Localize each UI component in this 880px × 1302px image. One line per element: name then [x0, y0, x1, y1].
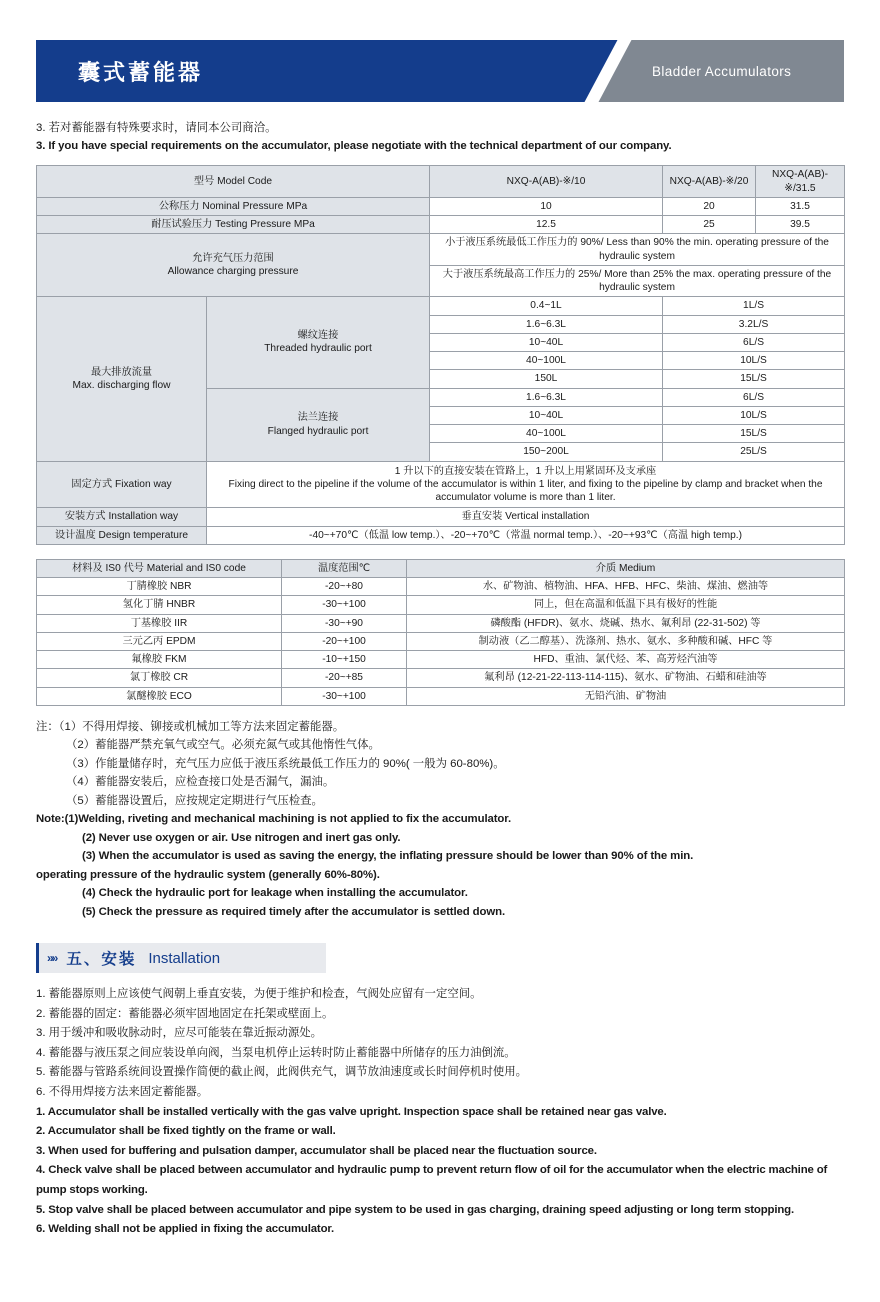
fixation-way-cn: 1 升以下的直接安装在管路上，1 升以上用紧固环及支承座	[394, 465, 657, 477]
table-row	[37, 461, 845, 508]
table-row	[37, 526, 845, 544]
discharging-flow-label-en: Max. discharging flow	[72, 379, 171, 391]
notes-cn-item-1: （1）不得用焊接、铆接或机械加工等方法来固定蓄能器。	[58, 720, 345, 733]
table-row	[37, 197, 845, 215]
threaded-flow-4: 10L/S	[663, 352, 845, 370]
intro-notes	[36, 120, 844, 155]
specification-table	[36, 165, 845, 545]
table-header-row	[37, 559, 845, 577]
installation-en-item-3: 3. When used for buffering and pulsation damper, accumulator shall be placed near the fluctuation source.	[36, 1144, 597, 1157]
intro-line-cn: 3. 若对蓄能器有特殊要求时，请同本公司商洽。	[36, 122, 277, 134]
installation-cn-item-5: 5. 蓄能器与管路系统间设置操作简便的截止阀，此阀供充气，调节放油速度或长时间停机时使用。	[36, 1066, 528, 1079]
notes-en-item-2: (2) Never use oxygen or air. Use nitrogen and inert gas only.	[82, 831, 401, 844]
threaded-volume-5: 150L	[430, 370, 663, 388]
flanged-flow-3: 15L/S	[663, 425, 845, 443]
installation-en-item-5: 5. Stop valve shall be placed between accumulator and pipe system to be used in gas charging, draining speed adjusting or long term stopping.	[36, 1203, 794, 1216]
testing-pressure-label: 耐压试验压力 Testing Pressure MPa	[37, 216, 430, 234]
table-row	[37, 166, 845, 198]
material-medium: 制动液（乙二醇基）、洗涤剂、热水、氨水、多种酸和碱、HFC 等	[407, 632, 845, 650]
installation-way-value: 垂直安装 Vertical installation	[207, 508, 845, 526]
flanged-volume-3: 40~100L	[430, 425, 663, 443]
flanged-volume-2: 10~40L	[430, 406, 663, 424]
material-medium: 水、矿物油、植物油、HFA、HFB、HFC、柴油、煤油、燃油等	[407, 578, 845, 596]
charging-range-label-en: Allowance charging pressure	[167, 266, 299, 278]
notes-en-item-3: (3) When the accumulator is used as saving the energy, the inflating pressure should be lower than 90% of the min.	[82, 850, 694, 863]
flanged-volume-1: 1.6~6.3L	[430, 388, 663, 406]
testing-pressure-2: 25	[663, 216, 756, 234]
notes-cn-item-5: （5）蓄能器设置后，应按规定定期进行气压检查。	[66, 794, 323, 807]
flanged-flow-2: 10L/S	[663, 406, 845, 424]
notes-en-item-4: (4) Check the hydraulic port for leakage when installing the accumulator.	[82, 887, 468, 900]
material-temp: -20~+100	[282, 632, 407, 650]
page-subtitle: Bladder Accumulators	[652, 63, 792, 79]
flanged-port-label-en: Flanged hydraulic port	[267, 425, 369, 437]
material-name: 氯丁橡胶 CR	[37, 669, 282, 687]
notes-cn-item-3: （3）作能量储存时，充气压力应低于液压系统最低工作压力的 90%( 一般为 60-80%)。	[66, 757, 505, 770]
discharging-flow-label	[37, 297, 207, 461]
notes-title-text: 注：	[36, 720, 59, 733]
installation-cn-item-2: 2. 蓄能器的固定：蓄能器必须牢固地固定在托架或壁面上。	[36, 1007, 334, 1020]
installation-cn-item-6: 6. 不得用焊接方法来固定蓄能器。	[36, 1086, 209, 1099]
installation-cn-item-1: 1. 蓄能器原则上应该使气阀朝上垂直安装，为便于维护和检查，气阀处应留有一定空间。	[36, 988, 482, 1000]
installation-cn-item-4: 4. 蓄能器与液压泵之间应装设单向阀，当泵电机停止运转时防止蓄能器中所储存的压力油倒流。	[36, 1046, 516, 1059]
fixation-way-en: Fixing direct to the pipeline if the volume of the accumulator is within 1 liter, and fixing to the pipeline by clamp and bracket when the accumulator volume is more than 1 liter.	[228, 478, 823, 504]
nominal-pressure-3: 31.5	[756, 197, 845, 215]
notes-en-item-5: (5) Check the pressure as required timely after the accumulator is settled down.	[82, 905, 506, 918]
notes-cn-item-4: （4）蓄能器安装后，应检查接口处是否漏气，漏油。	[66, 776, 335, 789]
material-table	[36, 559, 845, 706]
discharging-flow-label-cn: 最大排放流量	[90, 366, 153, 378]
section-heading-en: Installation	[148, 949, 221, 967]
material-header-medium: 介质 Medium	[407, 559, 845, 577]
threaded-volume-3: 10~40L	[430, 333, 663, 351]
table-row	[37, 632, 845, 650]
installation-cn-item-3: 3. 用于缓冲和吸收脉动时，应尽可能装在靠近振动源处。	[36, 1027, 323, 1040]
table-row	[37, 297, 845, 315]
charging-range-value-1: 小于液压系统最低工作压力的 90%/ Less than 90% the min. operating pressure of the hydraulic system	[430, 234, 845, 266]
section-heading-installation	[36, 943, 326, 973]
material-medium: 磷酸酯 (HFDR)、氨水、烧碱、热水、氟利昂 (22-31-502) 等	[407, 614, 845, 632]
threaded-volume-4: 40~100L	[430, 352, 663, 370]
notes-title	[36, 718, 844, 736]
installation-en-item-6: 6. Welding shall not be applied in fixing the accumulator.	[36, 1223, 335, 1236]
testing-pressure-1: 12.5	[430, 216, 663, 234]
design-temperature-value: -40~+70℃（低温 low temp.）、-20~+70℃（常温 normal temp.）、-20~+93℃（高温 high temp.)	[207, 526, 845, 544]
notes-cn-item-2: （2）蓄能器严禁充氧气或空气。必须充氮气或其他惰性气体。	[66, 739, 380, 752]
material-temp: -30~+100	[282, 687, 407, 705]
installation-list	[36, 985, 844, 1240]
table-row	[37, 651, 845, 669]
table-row	[37, 508, 845, 526]
testing-pressure-3: 39.5	[756, 216, 845, 234]
flanged-port-label	[207, 388, 430, 461]
material-temp: -20~+85	[282, 669, 407, 687]
flanged-port-label-cn: 法兰连接	[297, 412, 339, 424]
intro-line-en: 3. If you have special requirements on the accumulator, please negotiate with the technical department of our company.	[36, 139, 672, 152]
threaded-port-label	[207, 297, 430, 388]
threaded-volume-1: 0.4~1L	[430, 297, 663, 315]
threaded-flow-5: 15L/S	[663, 370, 845, 388]
installation-en-item-1: 1. Accumulator shall be installed vertically with the gas valve upright. Inspection space shall be retained near gas valve.	[36, 1105, 667, 1118]
nominal-pressure-label: 公称压力 Nominal Pressure MPa	[37, 197, 430, 215]
model-code-3: NXQ-A(AB)-※/31.5	[756, 166, 845, 198]
flanged-flow-4: 25L/S	[663, 443, 845, 461]
material-name: 氯醚橡胶 ECO	[37, 687, 282, 705]
material-temp: -30~+90	[282, 614, 407, 632]
page-title: 囊式蓄能器	[78, 59, 204, 85]
charging-range-value-2: 大于液压系统最高工作压力的 25%/ More than 25% the max. operating pressure of the hydraulic system	[430, 265, 845, 297]
fixation-way-label: 固定方式 Fixation way	[37, 461, 207, 508]
table-row	[37, 687, 845, 705]
table-row	[37, 669, 845, 687]
material-header-material: 材料及 IS0 代号 Material and IS0 code	[37, 559, 282, 577]
threaded-flow-2: 3.2L/S	[663, 315, 845, 333]
flanged-volume-4: 150~200L	[430, 443, 663, 461]
chevron-double-right-icon: »»	[47, 951, 57, 965]
table-row	[37, 234, 845, 266]
installation-en-item-2: 2. Accumulator shall be fixed tightly on the frame or wall.	[36, 1125, 336, 1138]
installation-way-label: 安装方式 Installation way	[37, 508, 207, 526]
notes-en-item-1: Note:(1)Welding, riveting and mechanical machining is not applied to fix the accumulator.	[36, 813, 512, 826]
table-row	[37, 578, 845, 596]
flanged-flow-1: 6L/S	[663, 388, 845, 406]
material-name: 氢化丁腈 HNBR	[37, 596, 282, 614]
nominal-pressure-1: 10	[430, 197, 663, 215]
threaded-flow-3: 6L/S	[663, 333, 845, 351]
material-header-temp: 温度范围℃	[282, 559, 407, 577]
material-medium: 无铅汽油、矿物油	[407, 687, 845, 705]
fixation-way-value	[207, 461, 845, 508]
charging-range-label	[37, 234, 430, 297]
material-medium: HFD、重油、氯代烃、苯、高芳烃汽油等	[407, 651, 845, 669]
threaded-volume-2: 1.6~6.3L	[430, 315, 663, 333]
document-page	[0, 40, 880, 1302]
banner-blue-block	[36, 40, 581, 102]
material-temp: -20~+80	[282, 578, 407, 596]
threaded-flow-1: 1L/S	[663, 297, 845, 315]
model-code-label: 型号 Model Code	[37, 166, 430, 198]
material-temp: -30~+100	[282, 596, 407, 614]
material-medium: 氟利昂 (12-21-22-113-114-115)、氨水、矿物油、石蜡和硅油等	[407, 669, 845, 687]
page-banner	[36, 40, 844, 102]
material-temp: -10~+150	[282, 651, 407, 669]
installation-en-item-4: 4. Check valve shall be placed between accumulator and hydraulic pump to prevent return flow of oil for the accumulator when the electric machine of pump stops working.	[36, 1164, 828, 1197]
section-heading-cn: 五、安装	[66, 951, 137, 968]
design-temperature-label: 设计温度 Design temperature	[37, 526, 207, 544]
notes-block	[36, 718, 844, 921]
material-name: 氟橡胶 FKM	[37, 651, 282, 669]
threaded-port-label-en: Threaded hydraulic port	[264, 343, 372, 355]
material-name: 丁基橡胶 IIR	[37, 614, 282, 632]
material-medium: 同上，但在高温和低温下具有极好的性能	[407, 596, 845, 614]
table-row	[37, 614, 845, 632]
table-row	[37, 216, 845, 234]
model-code-2: NXQ-A(AB)-※/20	[663, 166, 756, 198]
material-name: 丁腈橡胶 NBR	[37, 578, 282, 596]
nominal-pressure-2: 20	[663, 197, 756, 215]
material-name: 三元乙丙 EPDM	[37, 632, 282, 650]
threaded-port-label-cn: 螺纹连接	[297, 330, 339, 342]
model-code-1: NXQ-A(AB)-※/10	[430, 166, 663, 198]
table-row	[37, 596, 845, 614]
charging-range-label-cn: 允许充气压力范围	[192, 253, 274, 265]
notes-en-item-3-cont: operating pressure of the hydraulic system (generally 60%-80%).	[36, 868, 380, 881]
